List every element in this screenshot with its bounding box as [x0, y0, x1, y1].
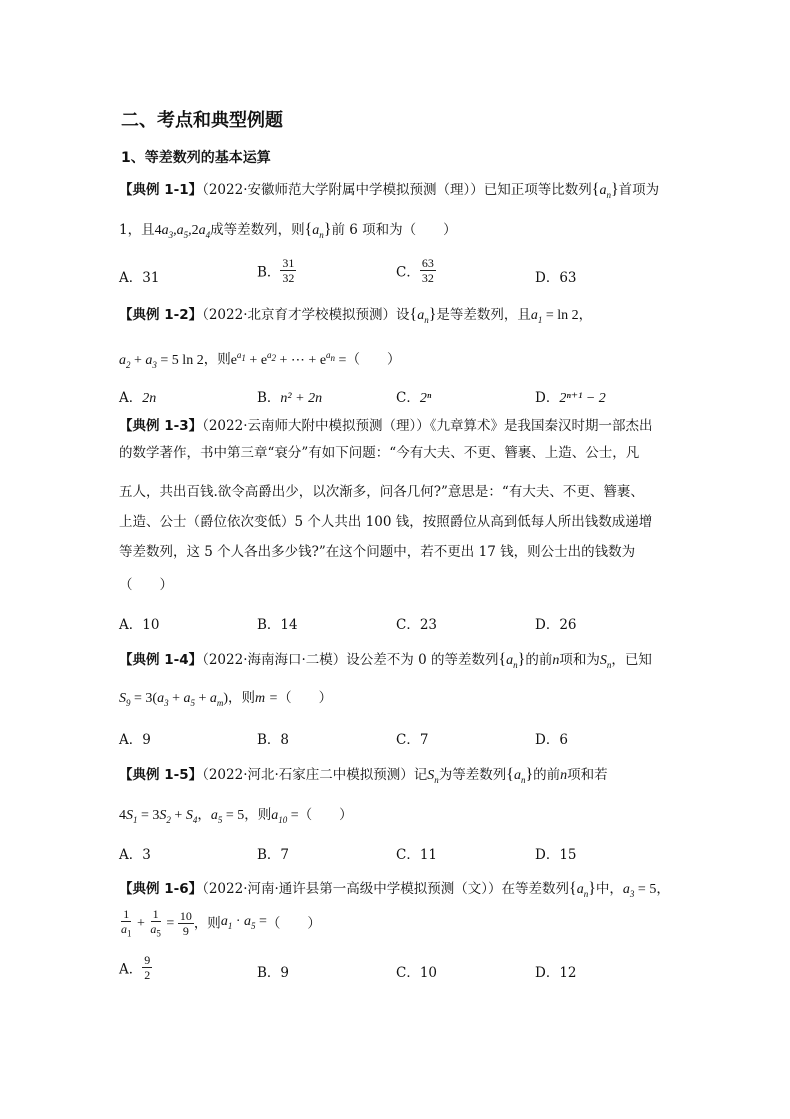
example-1-4-line1: 【典例 1-4】（2022·海南海口·二模）设公差不为 0 的等差数列$\{a_n\}$的前n项和为$S_n$，已知 [119, 651, 652, 670]
math-expression: $4a_3,a_5,2a_4$ [154, 223, 211, 240]
math-expression: $e^{a_1} + e^{a_2}$ + ⋯ + $e^{a_n}$ = [230, 350, 347, 368]
option-b[interactable]: B．7 [257, 847, 290, 863]
option-d[interactable]: D．63 [535, 270, 577, 286]
example-source: （2022·云南师大附中模拟预测（理）） [202, 418, 430, 434]
example-1-6-line1: 【典例 1-6】（2022·河南·通许县第一高级中学模拟预测（文））在等差数列$\{a_n\}$中，$a_3 = 5$， [119, 880, 670, 899]
example-1-5-line2: $4S_1 = 3S_2 + S_4$，$a_5 = 5$，则$a_{10}$ =（ ） [119, 807, 353, 825]
example-source: （2022·河南·通许县第一高级中学模拟预测（文）） [202, 881, 502, 897]
option-c[interactable]: C． $\frac{63}{32}$ [396, 256, 434, 285]
fraction: $\frac{10}{9}$ [179, 909, 192, 939]
example-tag: 【典例 1-1】 [119, 182, 203, 198]
option-b[interactable]: B．9 [257, 965, 290, 981]
option-c[interactable]: C．10 [396, 965, 438, 981]
example-source: （2022·北京育才学校模拟预测） [202, 307, 396, 323]
option-a[interactable]: A．10 [119, 617, 160, 633]
option-d[interactable]: D．12 [535, 965, 577, 981]
option-d[interactable]: D．6 [535, 732, 568, 748]
example-1-2-line2: $a_2 + a_3 = 5$ ln 2，则$e^{a_1} + e^{a_2}$ + ⋯ + $e^{a_n}$ =（ ） [119, 350, 401, 370]
example-1-3-line5: 等差数列，这 5 个人各出多少钱?”在这个问题中，若不更出 17 钱，则公士出的钱数为 [119, 544, 636, 560]
option-b[interactable]: B．8 [257, 732, 290, 748]
option-b[interactable]: B．14 [257, 617, 298, 633]
example-1-2-line1: 【典例 1-2】（2022·北京育才学校模拟预测）设$\{a_n\}$是等差数列，且$a_1 = \ln 2$， [119, 306, 593, 325]
example-tag: 【典例 1-4】 [119, 652, 203, 668]
option-a[interactable]: A．3 [119, 847, 151, 863]
section-title: 二、考点和典型例题 [121, 110, 283, 131]
option-c[interactable]: C．2ⁿ [396, 390, 432, 406]
math-expression: $a_1 = \ln 2$ [530, 308, 579, 325]
example-1-1-line1: 【典例 1-1】（2022·安徽师范大学附属中学模拟预测（理））已知正项等比数列$\{a_n\}$首项为 [119, 181, 660, 200]
option-a[interactable]: A．31 [119, 270, 160, 286]
option-c[interactable]: C．23 [396, 617, 438, 633]
fraction: $\frac{1}{a_5}$ [150, 907, 161, 939]
option-a[interactable]: A．2n [119, 390, 157, 406]
example-tag: 【典例 1-2】 [119, 307, 203, 323]
option-a[interactable]: A． $\frac{9}{2}$ [119, 953, 151, 982]
option-c[interactable]: C．7 [396, 732, 429, 748]
math-expression: $S_n$ [427, 768, 439, 785]
math-expression: $a_1 \cdot a_5$ = [220, 913, 267, 931]
sequence-symbol: $\{a_n\}$ [409, 306, 437, 325]
math-expression: $S_9 = 3(a_3 + a_5 + a_m)$ [119, 691, 229, 708]
option-d[interactable]: D．15 [535, 847, 577, 863]
fraction: $\frac{1}{a_1}$ [121, 907, 132, 939]
option-b[interactable]: B．n² + 2n [257, 390, 323, 406]
fraction: $\frac{63}{32}$ [421, 256, 434, 285]
example-source: （2022·海南海口·二模） [202, 652, 347, 668]
example-1-6-line2: $\frac{1}{a_1}$ + $\frac{1}{a_5}$ = $\frac{10}{9}$ ，则$a_1 \cdot a_5$ =（ ） [121, 907, 321, 939]
subsection-title: 1、等差数列的基本运算 [121, 150, 271, 166]
example-1-5-line1: 【典例 1-5】（2022·河北·石家庄二中模拟预测）记$S_n$为等差数列$\{a_n\}$的前n项和若 [119, 766, 608, 785]
math-expression: $a_5 = 5$ [210, 808, 245, 825]
example-source: （2022·河北·石家庄二中模拟预测） [202, 767, 414, 783]
math-expression: $a_2 + a_3 = 5$ ln 2 [119, 352, 204, 370]
example-1-4-line2: $S_9 = 3(a_3 + a_5 + a_m)$，则m =（ ） [119, 690, 333, 708]
sequence-symbol: $\{a_n\}$ [506, 766, 534, 785]
fraction: $\frac{31}{32}$ [282, 256, 295, 285]
option-b[interactable]: B． $\frac{31}{32}$ [257, 256, 295, 285]
example-tag: 【典例 1-3】 [119, 418, 203, 434]
example-1-1-line2: 1，且$4a_3,a_5,2a_4$成等差数列，则$\{a_n\}$前 6 项和为（ ） [119, 221, 457, 240]
example-1-3-line1: 【典例 1-3】（2022·云南师大附中模拟预测（理））《九章算术》是我国秦汉时期一部杰出 [119, 418, 653, 434]
fraction: $\frac{9}{2}$ [144, 953, 151, 982]
math-expression: $4S_1 = 3S_2 + S_4$ [119, 808, 198, 825]
math-expression: $a_3 = 5$ [622, 882, 657, 899]
option-c[interactable]: C．11 [396, 847, 438, 863]
math-expression: $a_{10}$ = [271, 808, 299, 825]
example-1-3-line3: 五人，共出百钱.欲令高爵出少，以次渐多，问各几何?”意思是：“有大夫、不更、簪裹、 [119, 484, 644, 500]
option-d[interactable]: D．2ⁿ⁺¹ − 2 [535, 390, 606, 406]
option-a[interactable]: A．9 [119, 732, 151, 748]
sequence-symbol: $\{a_n\}$ [498, 651, 526, 670]
example-source: （2022·安徽师范大学附属中学模拟预测（理）） [202, 182, 484, 198]
example-1-3-line6: （ ） [119, 577, 173, 593]
math-expression: $S_n$ [599, 653, 612, 670]
sequence-symbol: $\{a_n\}$ [569, 880, 596, 899]
option-d[interactable]: D．26 [535, 617, 577, 633]
sequence-symbol: $\{a_n\}$ [304, 221, 332, 240]
sequence-symbol: $\{a_n\}$ [591, 181, 619, 200]
example-tag: 【典例 1-5】 [119, 767, 203, 783]
example-1-3-line4: 上造、公士（爵位依次变低）5 个人共出 100 钱，按照爵位从高到低每人所出钱数成递增 [119, 514, 653, 530]
example-tag: 【典例 1-6】 [119, 881, 203, 897]
example-1-3-line2: 的数学著作，书中第三章“衰分”有如下问题：“今有大夫、不更、簪裹、上造、公士，凡 [119, 445, 640, 461]
